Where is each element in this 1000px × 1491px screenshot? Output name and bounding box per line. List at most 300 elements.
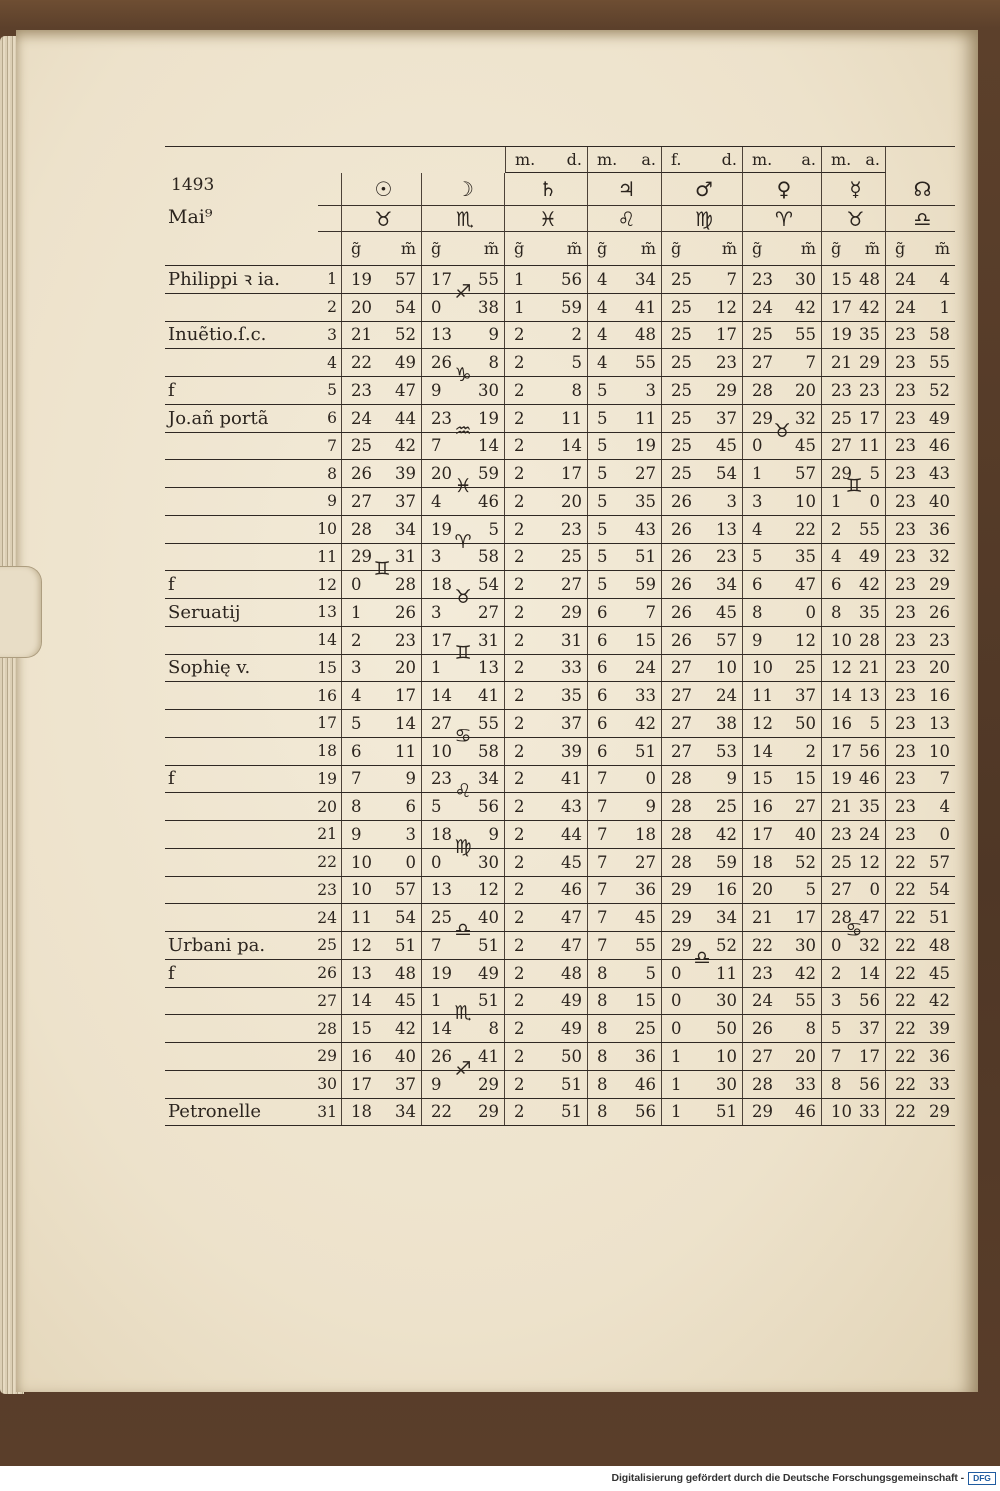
table-row — [165, 877, 955, 905]
minutes-label: m̃ — [640, 239, 656, 258]
mercury-degrees: 16 — [831, 713, 852, 733]
cell-sun — [342, 932, 422, 959]
cell-venus — [743, 460, 822, 487]
venus-degrees: 26 — [752, 1019, 773, 1039]
jupiter-degrees: 8 — [597, 991, 608, 1011]
cell-jupiter — [588, 322, 662, 349]
sun-degrees: 10 — [351, 880, 372, 900]
venus-minutes: 20 — [795, 380, 816, 400]
cell-jupiter — [588, 266, 662, 293]
cell-node — [886, 488, 955, 515]
unit-header-moon — [422, 232, 505, 265]
cell-venus — [743, 627, 822, 654]
sun-minutes: 11 — [395, 741, 416, 761]
mercury-degrees: 8 — [831, 602, 842, 622]
mercury-minutes: 35 — [859, 325, 880, 345]
saturn-minutes: 59 — [561, 297, 582, 317]
unit-header-jupiter — [588, 232, 662, 265]
venus-degrees: 8 — [752, 602, 763, 622]
mars-degrees: 1 — [671, 1102, 682, 1122]
saturn-degrees: 2 — [514, 602, 525, 622]
table-row — [165, 1043, 955, 1071]
cell-saturn — [505, 1071, 588, 1098]
cell-mercury — [822, 988, 886, 1015]
saturn-degrees: 2 — [514, 797, 525, 817]
node-minutes: 1 — [939, 297, 950, 317]
degrees-label: g̃ — [351, 239, 362, 258]
node-minutes: 13 — [929, 713, 950, 733]
node-minutes: 40 — [929, 491, 950, 511]
node-degrees: 22 — [895, 963, 916, 983]
minutes-label: m̃ — [934, 239, 950, 258]
saturn-minutes: 27 — [561, 575, 582, 595]
cell-venus — [743, 1015, 822, 1042]
table-row — [165, 266, 955, 294]
cell-sun — [342, 377, 422, 404]
jupiter-minutes: 7 — [645, 602, 656, 622]
cell-saturn — [505, 849, 588, 876]
saturn-minutes: 14 — [561, 436, 582, 456]
mercury-degrees: 10 — [831, 1102, 852, 1122]
sun-minutes: 6 — [405, 797, 416, 817]
cell-venus — [743, 710, 822, 737]
cell-sun — [342, 322, 422, 349]
day-number: 22 — [318, 849, 342, 876]
cell-mercury — [822, 266, 886, 293]
venus-degrees: 29 — [752, 408, 773, 428]
mercury-minutes: 42 — [859, 297, 880, 317]
sun-minutes: 17 — [395, 686, 416, 706]
cell-jupiter — [588, 488, 662, 515]
sun-minutes: 37 — [395, 1074, 416, 1094]
sun-minutes: 42 — [395, 436, 416, 456]
jupiter-degrees: 8 — [597, 1074, 608, 1094]
header-spacer — [318, 173, 342, 206]
feast-label: f — [168, 379, 175, 401]
cell-jupiter — [588, 544, 662, 571]
mars-degrees: 28 — [671, 769, 692, 789]
sun-minutes: 23 — [395, 630, 416, 650]
table-row — [165, 960, 955, 988]
node-degrees: 23 — [895, 686, 916, 706]
day-number: 8 — [318, 460, 342, 487]
venus-degrees: 23 — [752, 963, 773, 983]
mercury-degrees: 17 — [831, 741, 852, 761]
jupiter-degrees: 7 — [597, 908, 608, 928]
sun-degrees: 10 — [351, 852, 372, 872]
mars-degrees: 25 — [671, 297, 692, 317]
mercury-minutes: 48 — [859, 269, 880, 289]
mercury-degrees: 27 — [831, 436, 852, 456]
table-row — [165, 1015, 955, 1043]
feast-label — [165, 460, 318, 487]
moon-icon: ☽ — [456, 177, 474, 201]
taurus-icon: ♉ — [846, 206, 865, 231]
motion-cell-venus — [743, 147, 822, 173]
saturn-minutes: 50 — [561, 1046, 582, 1066]
year-label: 1493 — [171, 175, 215, 195]
moon-degrees: 14 — [431, 1019, 452, 1039]
day-number: 11 — [318, 544, 342, 571]
saturn-degrees: 2 — [514, 547, 525, 567]
jupiter-minutes: 33 — [635, 686, 656, 706]
mercury-degrees: 23 — [831, 824, 852, 844]
mars-degrees: 26 — [671, 575, 692, 595]
sun-degrees: 2 — [351, 630, 362, 650]
venus-degrees: 28 — [752, 380, 773, 400]
libra-icon: ♎ — [913, 206, 932, 231]
cell-venus — [743, 877, 822, 904]
cell-jupiter — [588, 710, 662, 737]
moon-degrees: 7 — [431, 935, 442, 955]
cell-mercury — [822, 599, 886, 626]
moon-minutes: 29 — [478, 1102, 499, 1122]
sun-minutes: 44 — [395, 408, 416, 428]
saturn-minutes: 41 — [561, 769, 582, 789]
mars-minutes: 23 — [716, 353, 737, 373]
mars-degrees: 25 — [671, 353, 692, 373]
cell-mercury — [822, 405, 886, 432]
motion-label: m. — [597, 150, 618, 169]
cell-mercury — [822, 1015, 886, 1042]
pisces-icon: ♓ — [454, 475, 472, 497]
moon-minutes: 41 — [478, 1046, 499, 1066]
moon-minutes: 14 — [478, 436, 499, 456]
table-body — [165, 266, 955, 1126]
cell-mars — [662, 460, 743, 487]
day-number: 2 — [318, 294, 342, 321]
cell-jupiter — [588, 766, 662, 793]
sign-header-venus — [743, 206, 822, 232]
cell-mercury — [822, 1099, 886, 1126]
sun-minutes: 34 — [395, 1102, 416, 1122]
cell-sun — [342, 655, 422, 682]
venus-minutes: 50 — [795, 713, 816, 733]
mercury-degrees: 27 — [831, 880, 852, 900]
cell-jupiter — [588, 377, 662, 404]
jupiter-degrees: 4 — [597, 297, 608, 317]
node-degrees: 23 — [895, 547, 916, 567]
mars-degrees: 25 — [671, 408, 692, 428]
node-minutes: 16 — [929, 686, 950, 706]
cell-node — [886, 460, 955, 487]
mars-minutes: 59 — [716, 852, 737, 872]
jupiter-minutes: 25 — [635, 1019, 656, 1039]
cell-saturn — [505, 627, 588, 654]
motion-label: m. — [831, 150, 852, 169]
saturn-minutes: 37 — [561, 713, 582, 733]
sun-degrees: 4 — [351, 686, 362, 706]
moon-degrees: 1 — [431, 658, 442, 678]
node-degrees: 23 — [895, 797, 916, 817]
mercury-minutes: 21 — [859, 658, 880, 678]
mercury-degrees: 25 — [831, 408, 852, 428]
jupiter-degrees: 5 — [597, 464, 608, 484]
venus-degrees: 24 — [752, 991, 773, 1011]
cell-venus — [743, 849, 822, 876]
node-degrees: 22 — [895, 991, 916, 1011]
sun-minutes: 28 — [395, 575, 416, 595]
moon-degrees: 3 — [431, 547, 442, 567]
motion-label: d. — [721, 150, 737, 169]
day-number: 23 — [318, 877, 342, 904]
minutes-label: m̃ — [483, 239, 499, 258]
minutes-label: m̃ — [400, 239, 416, 258]
jupiter-degrees: 5 — [597, 436, 608, 456]
sun-minutes: 39 — [395, 464, 416, 484]
saturn-degrees: 2 — [514, 741, 525, 761]
sun-minutes: 34 — [395, 519, 416, 539]
cell-saturn — [505, 1015, 588, 1042]
node-degrees: 22 — [895, 1102, 916, 1122]
day-number: 13 — [318, 599, 342, 626]
cell-venus — [743, 682, 822, 709]
saturn-degrees: 2 — [514, 325, 525, 345]
saturn-degrees: 2 — [514, 1019, 525, 1039]
cell-sun — [342, 433, 422, 460]
cell-venus — [743, 1043, 822, 1070]
moon-minutes: 54 — [478, 575, 499, 595]
mercury-degrees: 10 — [831, 630, 852, 650]
cell-mars — [662, 322, 743, 349]
unit-header-node — [886, 232, 955, 265]
degrees-label: g̃ — [752, 239, 763, 258]
venus-degrees: 25 — [752, 325, 773, 345]
cell-mars — [662, 1015, 743, 1042]
cell-mars — [662, 877, 743, 904]
table-row — [165, 322, 955, 350]
unit-header-venus — [743, 232, 822, 265]
moon-degrees: 5 — [431, 797, 442, 817]
mars-minutes: 12 — [716, 297, 737, 317]
mars-minutes: 24 — [716, 686, 737, 706]
jupiter-degrees: 7 — [597, 797, 608, 817]
jupiter-degrees: 5 — [597, 519, 608, 539]
saturn-minutes: 44 — [561, 824, 582, 844]
feast-label — [165, 488, 318, 515]
day-number: 21 — [318, 821, 342, 848]
saturn-minutes: 39 — [561, 741, 582, 761]
mercury-minutes: 0 — [869, 880, 880, 900]
sun-degrees: 6 — [351, 741, 362, 761]
cell-node — [886, 682, 955, 709]
mars-degrees: 25 — [671, 325, 692, 345]
minutes-label: m̃ — [800, 239, 816, 258]
cancer-icon: ♋ — [845, 919, 863, 941]
sun-degrees: 24 — [351, 408, 372, 428]
unit-header-sun — [342, 232, 422, 265]
venus-degrees: 3 — [752, 491, 763, 511]
cell-sun — [342, 710, 422, 737]
virgo-icon: ♍ — [695, 206, 713, 231]
cell-saturn — [505, 821, 588, 848]
mercury-degrees: 8 — [831, 1074, 842, 1094]
cell-jupiter — [588, 294, 662, 321]
saturn-minutes: 20 — [561, 491, 582, 511]
venus-minutes: 47 — [795, 575, 816, 595]
cell-mercury — [822, 877, 886, 904]
cell-venus — [743, 904, 822, 931]
cell-mars — [662, 849, 743, 876]
header-spacer — [318, 232, 342, 265]
motion-cell-moon — [422, 147, 505, 173]
table-row — [165, 1099, 955, 1127]
feast-label — [165, 516, 318, 543]
jupiter-minutes: 36 — [635, 1046, 656, 1066]
cell-jupiter — [588, 1043, 662, 1070]
jupiter-degrees: 4 — [597, 353, 608, 373]
venus-degrees: 12 — [752, 713, 773, 733]
cell-moon — [422, 877, 505, 904]
cell-mars — [662, 349, 743, 376]
table-row — [165, 627, 955, 655]
saturn-minutes: 49 — [561, 991, 582, 1011]
mars-minutes: 23 — [716, 547, 737, 567]
moon-degrees: 3 — [431, 602, 442, 622]
jupiter-minutes: 56 — [635, 1102, 656, 1122]
node-degrees: 22 — [895, 1046, 916, 1066]
node-degrees: 24 — [895, 269, 916, 289]
venus-degrees: 27 — [752, 1046, 773, 1066]
venus-minutes: 8 — [805, 1019, 816, 1039]
cell-node — [886, 904, 955, 931]
table-row — [165, 571, 955, 599]
cell-saturn — [505, 877, 588, 904]
cell-mercury — [822, 766, 886, 793]
venus-degrees: 10 — [752, 658, 773, 678]
jupiter-degrees: 6 — [597, 686, 608, 706]
venus-degrees: 24 — [752, 297, 773, 317]
mercury-minutes: 56 — [859, 741, 880, 761]
sun-minutes: 9 — [405, 769, 416, 789]
moon-minutes: 41 — [478, 686, 499, 706]
aries-icon: ♈ — [454, 530, 472, 553]
node-minutes: 36 — [929, 519, 950, 539]
table-row — [165, 1071, 955, 1099]
feast-label: Sophię v. — [168, 657, 251, 679]
venus-minutes: 7 — [805, 353, 816, 373]
day-number: 15 — [318, 655, 342, 682]
moon-degrees: 9 — [431, 380, 442, 400]
moon-minutes: 5 — [488, 519, 499, 539]
jupiter-degrees: 5 — [597, 547, 608, 567]
cell-mars — [662, 793, 743, 820]
sun-degrees: 8 — [351, 797, 362, 817]
sun-minutes: 57 — [395, 880, 416, 900]
cell-mercury — [822, 821, 886, 848]
day-number: 16 — [318, 682, 342, 709]
cell-sun — [342, 460, 422, 487]
minutes-label: m̃ — [566, 239, 582, 258]
cell-mercury — [822, 349, 886, 376]
sign-header-node — [886, 206, 955, 232]
moon-minutes: 51 — [478, 935, 499, 955]
minutes-label: m̃ — [864, 239, 880, 258]
moon-degrees: 26 — [431, 353, 452, 373]
sun-degrees: 22 — [351, 353, 372, 373]
mars-minutes: 37 — [716, 408, 737, 428]
node-minutes: 58 — [929, 325, 950, 345]
moon-minutes: 56 — [478, 797, 499, 817]
cell-mercury — [822, 960, 886, 987]
cell-sun — [342, 1071, 422, 1098]
cell-sun — [342, 1099, 422, 1126]
venus-minutes: 35 — [795, 547, 816, 567]
dfg-logo: DFG — [968, 1472, 996, 1485]
moon-degrees: 23 — [431, 769, 452, 789]
sign-header-row — [165, 206, 955, 232]
saturn-degrees: 2 — [514, 658, 525, 678]
mercury-minutes: 17 — [859, 408, 880, 428]
node-degrees: 22 — [895, 1019, 916, 1039]
jupiter-minutes: 46 — [635, 1074, 656, 1094]
scorpio-icon: ♏ — [456, 206, 474, 231]
cell-node — [886, 433, 955, 460]
node-degrees: 23 — [895, 380, 916, 400]
motion-header-row — [165, 147, 955, 173]
venus-degrees: 28 — [752, 1074, 773, 1094]
cell-node — [886, 655, 955, 682]
cell-sun — [342, 821, 422, 848]
venus-minutes: 17 — [795, 908, 816, 928]
day-number: 10 — [318, 516, 342, 543]
feast-label — [165, 627, 318, 654]
cell-node — [886, 266, 955, 293]
gemini-icon: ♊ — [845, 475, 863, 497]
sun-degrees: 9 — [351, 824, 362, 844]
cell-node — [886, 877, 955, 904]
funding-note: Digitalisierung gefördert durch die Deutsche Forschungsgemeinschaft - — [611, 1472, 964, 1484]
mars-degrees: 27 — [671, 686, 692, 706]
planet-header-saturn — [505, 173, 588, 206]
saturn-degrees: 2 — [514, 1102, 525, 1122]
sun-degrees: 17 — [351, 1074, 372, 1094]
cell-mercury — [822, 294, 886, 321]
jupiter-degrees: 6 — [597, 602, 608, 622]
venus-minutes: 10 — [795, 491, 816, 511]
moon-degrees: 0 — [431, 297, 442, 317]
cell-mars — [662, 655, 743, 682]
cell-saturn — [505, 349, 588, 376]
planet-header-mercury — [822, 173, 886, 206]
saturn-degrees: 2 — [514, 408, 525, 428]
node-minutes: 49 — [929, 408, 950, 428]
node-minutes: 23 — [929, 630, 950, 650]
sign-header-mercury — [822, 206, 886, 232]
cell-mercury — [822, 849, 886, 876]
moon-minutes: 12 — [478, 880, 499, 900]
venus-degrees: 0 — [752, 436, 763, 456]
table-row — [165, 544, 955, 572]
jupiter-minutes: 3 — [645, 380, 656, 400]
sun-minutes: 20 — [395, 658, 416, 678]
moon-degrees: 14 — [431, 686, 452, 706]
moon-degrees: 1 — [431, 991, 442, 1011]
day-number: 29 — [318, 1043, 342, 1070]
jupiter-minutes: 41 — [635, 297, 656, 317]
table-row — [165, 682, 955, 710]
degrees-label: g̃ — [597, 239, 608, 258]
moon-minutes: 34 — [478, 769, 499, 789]
table-row — [165, 766, 955, 794]
table-row — [165, 821, 955, 849]
node-minutes: 52 — [929, 380, 950, 400]
venus-minutes: 0 — [805, 602, 816, 622]
mars-icon: ♂ — [695, 177, 713, 201]
mars-minutes: 30 — [716, 991, 737, 1011]
moon-minutes: 55 — [478, 269, 499, 289]
node-minutes: 36 — [929, 1046, 950, 1066]
